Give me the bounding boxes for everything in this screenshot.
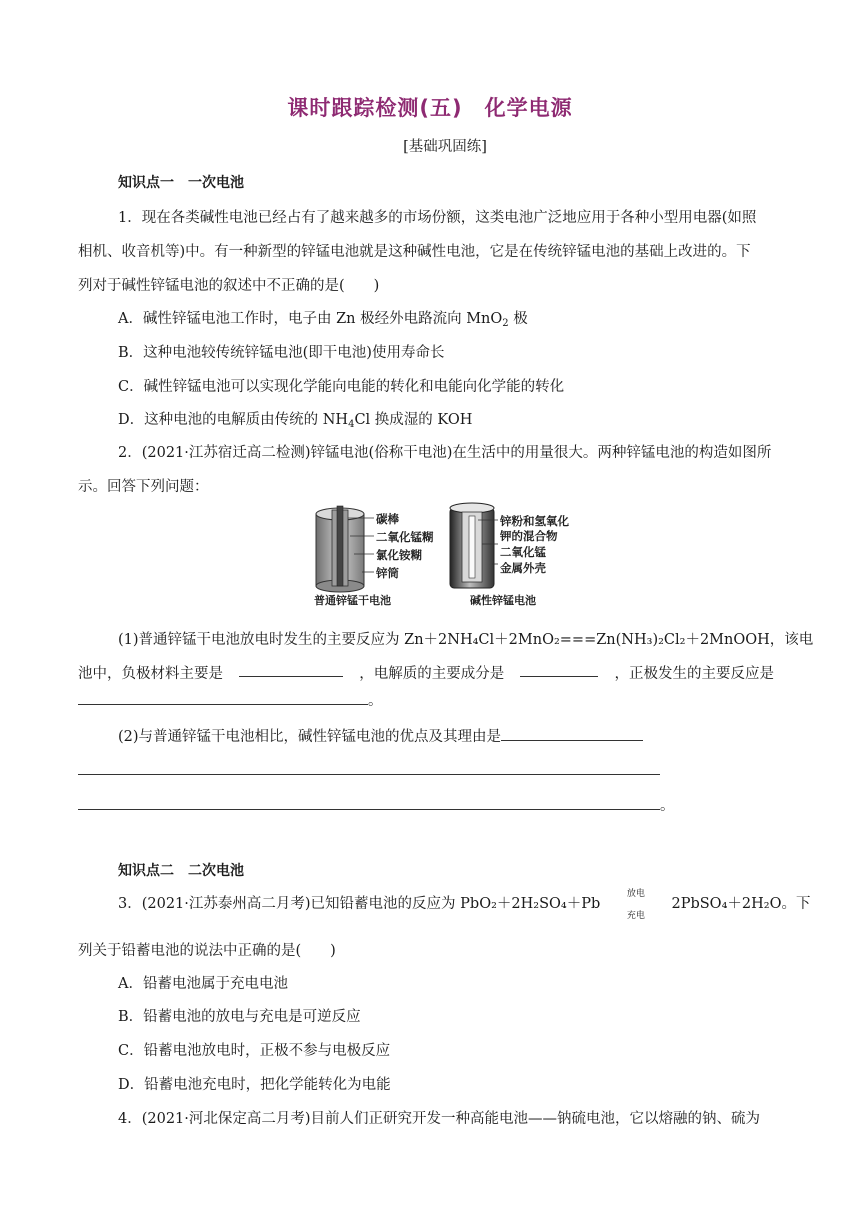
q3-line-2: 列关于铅蓄电池的说法中正确的是( ) bbox=[78, 943, 336, 959]
fig-label-carbon-rod: 碳棒 bbox=[376, 512, 399, 526]
battery-figure bbox=[310, 500, 590, 610]
reversible-arrow: 放电 充电 bbox=[626, 889, 645, 921]
q2-part2-line-3: 。 bbox=[78, 794, 675, 815]
q2-part2-line-1: (2)与普通锌锰干电池相比，碱性锌锰电池的优点及其理由是 bbox=[118, 725, 643, 746]
fig-caption-alkaline: 碱性锌锰电池 bbox=[470, 594, 536, 607]
page-title: 课时跟踪检测(五) 化学电源 bbox=[287, 96, 573, 120]
answer-blank-advantage-3[interactable] bbox=[78, 795, 660, 810]
q2-part1-line-3: 。 bbox=[78, 689, 383, 710]
q4-line-1: 4．(2021·河北保定高二月考)目前人们正研究开发一种高能电池——钠硫电池，它以熔融的钠、硫为 bbox=[118, 1111, 761, 1127]
answer-blank-advantage-1[interactable] bbox=[501, 726, 643, 741]
fig-label-nh4cl-paste: 氯化铵糊 bbox=[376, 548, 422, 562]
q1-line-3: 列对于碱性锌锰电池的叙述中不正确的是( ) bbox=[78, 278, 380, 294]
fig-label-zinc-koh-1: 锌粉和氢氧化 bbox=[500, 514, 569, 528]
q3-option-a: A．铅蓄电池属于充电电池 bbox=[118, 976, 288, 992]
q2-part2-line-2 bbox=[78, 760, 660, 779]
q1-option-d: D．这种电池的电解质由传统的 $NH_4Cl$ 换成湿的 KOH bbox=[118, 412, 473, 430]
answer-blank-electrolyte[interactable] bbox=[520, 662, 598, 677]
answer-blank-anode[interactable] bbox=[239, 662, 343, 677]
q1-line-2: 相机、收音机等)中。有一种新型的锌锰电池就是这种碱性电池，它是在传统锌锰电池的基础上改进的。下 bbox=[78, 244, 751, 260]
section-heading-1: 知识点一 一次电池 bbox=[118, 175, 244, 191]
q1-option-a: A．碱性锌锰电池工作时，电子由 Zn 极经外电路流向 MnO$_2$ 极 bbox=[118, 311, 528, 329]
fig-label-zinc-koh-2: 钾的混合物 bbox=[500, 529, 558, 543]
q1-option-c: C．碱性锌锰电池可以实现化学能向电能的转化和电能向化学能的转化 bbox=[118, 379, 565, 395]
fig-label-zinc-can: 锌筒 bbox=[376, 566, 399, 580]
fig-label-mno2: 二氧化锰 bbox=[500, 545, 546, 559]
q3-option-c: C．铅蓄电池放电时，正极不参与电极反应 bbox=[118, 1043, 391, 1059]
q2-part1-line-2: 池中，负极材料主要是 ，电解质的主要成分是 ，正极发生的主要反应是 bbox=[78, 662, 774, 683]
fig-caption-ordinary: 普通锌锰干电池 bbox=[314, 594, 391, 607]
q1-line-1: 1．现在各类碱性电池已经占有了越来越多的市场份额，这类电池广泛地应用于各种小型用电器(如照 bbox=[118, 210, 757, 226]
q2-line-2: 示。回答下列问题： bbox=[78, 479, 209, 495]
q1-option-b: B．这种电池较传统锌锰电池(即干电池)使用寿命长 bbox=[118, 345, 445, 361]
ordinary-cell-drawing bbox=[316, 506, 374, 592]
q3-option-d: D．铅蓄电池充电时，把化学能转化为电能 bbox=[118, 1077, 391, 1093]
q2-line-1: 2．(2021·江苏宿迁高二检测)锌锰电池(俗称干电池)在生活中的用量很大。两种锌锰电池的构造如图所 bbox=[118, 445, 772, 461]
section-heading-2: 知识点二 二次电池 bbox=[118, 863, 244, 879]
alkaline-cell-drawing bbox=[450, 503, 498, 588]
q2-part1-line-1: (1)普通锌锰干电池放电时发生的主要反应为 Zn＋2NH₄Cl＋2MnO₂===Zn(NH₃)₂Cl₂＋2MnOOH，该电 bbox=[118, 632, 814, 648]
answer-blank-advantage-2[interactable] bbox=[78, 760, 660, 775]
fig-label-mno2-paste: 二氧化锰糊 bbox=[376, 530, 434, 544]
answer-blank-cathode-reaction[interactable] bbox=[78, 690, 368, 705]
fig-label-metal-shell: 金属外壳 bbox=[500, 561, 546, 575]
q3-option-b: B．铅蓄电池的放电与充电是可逆反应 bbox=[118, 1009, 361, 1025]
q3-line-1: 3．(2021·江苏泰州高二月考)已知铅蓄电池的反应为 PbO₂＋2H₂SO₄＋Pb 放电 充电 2PbSO₄＋2H₂O。下 bbox=[118, 889, 811, 921]
section-subtitle: [基础巩固练] bbox=[403, 139, 487, 155]
